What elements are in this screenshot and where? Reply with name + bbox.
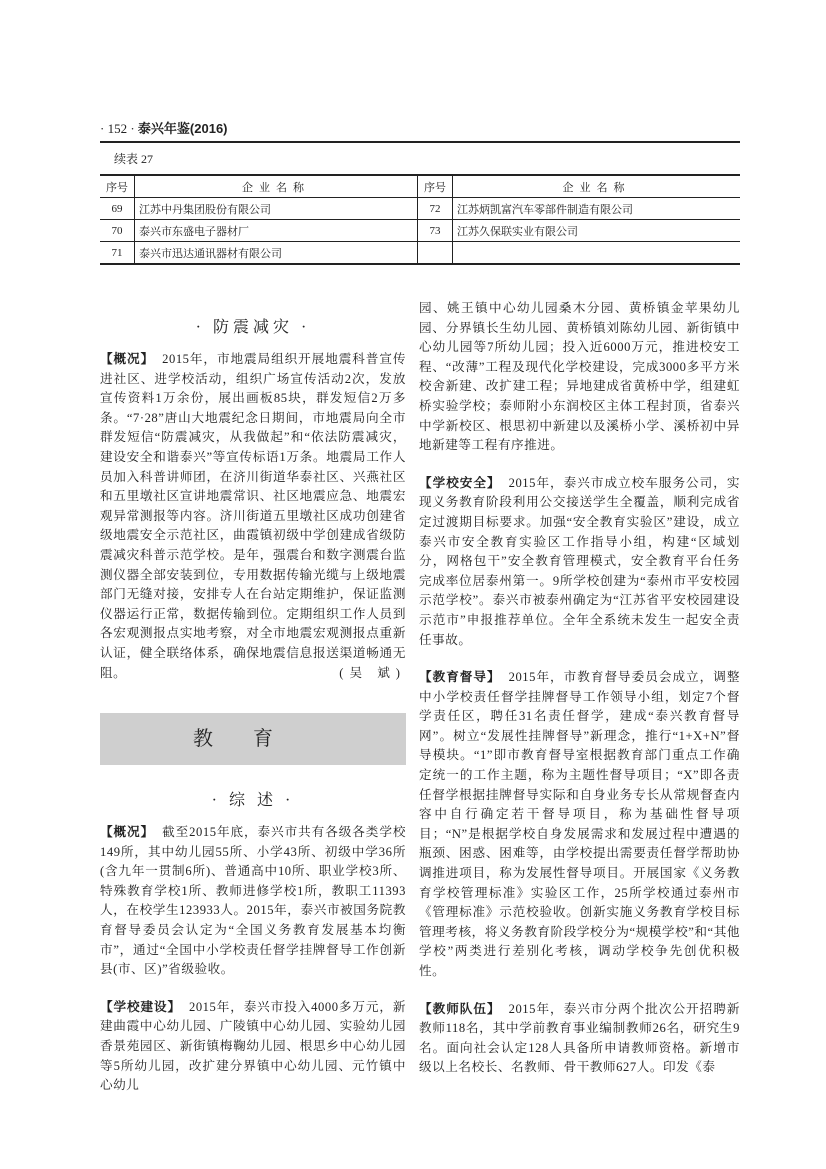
page-number: · 152 ·	[100, 121, 135, 136]
paragraph-text: 2015年，泰兴市分两个批次公开招聘新教师118名，其中学前教育事业编制教师26名，研究生9名。面向社会认定128人具备所申请教师资格。新增市级以上名校长、名教师、骨干教师627人。印发《泰	[419, 1001, 740, 1075]
cell-seq: 70	[100, 220, 135, 242]
paragraph-text: 2015年，市教育督导委员会成立，调整中小学校责任督学挂牌督导工作领导小组，划定7个督学责任区，聘任31名责任督学，建成“泰兴教育督导网”。树立“发展性挂牌督导”新理念，推行“1+X+N”督导模块。“1”即市教育督导室根据教育部门重点工作确定统一的工作主题，称为主题性督导项目；“X”即各责任督学根据挂牌督导实际和自身业务专长从常规督查内容中自行确定若干督导项目，称为基础性督导项目；“N”是根据学校自身发展需求和发展过程中遭遇的瓶颈、困惑、困难等，由学校提出需要责任督学帮助协调推进项目，称为发展性督导项目。开展国家《义务教育学校管理标准》实验区工作，25所学校通过泰州市《管理标准》示范校验收。创新实施义务教育学校目标管理考核，将义务教育阶段学校分为“规模学校”和“其他学校”两类进行差别化考核，调动学校争先创优积极性。	[419, 670, 740, 978]
paragraph	[419, 668, 740, 982]
table-header-row	[100, 175, 740, 198]
enterprise-table	[100, 174, 740, 265]
book-title: 泰兴年鉴(2016)	[137, 121, 228, 136]
paragraph	[100, 998, 406, 1096]
paragraph-label: 【概况】	[100, 825, 155, 840]
author: (吴 斌)	[339, 665, 406, 680]
cell-seq	[418, 242, 453, 265]
cell-name: 江苏中丹集团股份有限公司	[135, 198, 418, 220]
section-title: · 综 述 ·	[211, 792, 295, 810]
chapter-banner: 教育	[100, 713, 406, 765]
right-column	[419, 299, 740, 1096]
header-name: 企业名称	[562, 181, 631, 194]
paragraph	[419, 1000, 740, 1078]
cell-seq: 69	[100, 198, 135, 220]
paragraph-text: 2015年，市地震局组织开展地震科普宣传进社区、进学校活动，组织广场宣传活动2次，发放宣传资料1万余份，展出画板85块，群发短信2万多条。“7·28”唐山大地震纪念日期间，市地震局向全市群发短信“防震减灾，从我做起”和“依法防震减灾，建设安全和谐泰兴”等宣传标语1万条。地震局工作人员加入科普讲师团，在济川街道华泰社区、兴燕社区和五里墩社区宣讲地震常识、社区地震应急、地震宏观异常测报等内容。济川街道五里墩社区成功创建省级地震安全示范社区，曲霞镇初级中学创建成省级防震减灾科普示范学校。是年，强震台和数字测震台监测仪器全部安装到位，专用数据传输光缆与上级地震部门无缝对接，安排专人在台站定期维护，保证监测仪器运行正常，数据传输到位。定期组织工作人员到各宏观测报点实地考察，对全市地震宏观测报点重新认证，健全联络体系，确保地震信息报送渠道畅通无阻。	[100, 352, 406, 680]
paragraph-text: 2015年，泰兴市投入4000多万元，新建曲霞中心幼儿园、广陵镇中心幼儿园、实验幼儿园香景苑园区、新街镇梅鞠幼儿园、根思乡中心幼儿园等5所幼儿园，改扩建分界镇中心幼儿园、元竹镇中心幼儿	[100, 999, 407, 1093]
paragraph	[100, 823, 406, 980]
cell-name: 泰兴市东盛电子器材厂	[135, 220, 418, 242]
paragraph-text: 2015年，泰兴市成立校车服务公司，实现义务教育阶段利用公交接送学生全覆盖，顺利完成省定过渡期目标要求。加强“安全教育实验区”建设，成立泰兴市安全教育实验区工作指导小组，构建“区域划分，网格包干”安全教育管理模式，安全教育平台任务完成率位居泰州第一。9所学校创建为“泰州市平安校园示范学校”。泰兴市被泰州确定为“江苏省平安校园建设示范市”申报推荐单位。全年全系统未发生一起安全责任事故。	[419, 475, 740, 647]
paragraph	[100, 350, 406, 683]
paragraph-label: 【概况】	[100, 352, 155, 366]
header-seq: 序号	[100, 175, 135, 198]
paragraph-text: 截至2015年底，泰兴市共有各级各类学校149所，其中幼儿园55所、小学43所、初级中学36所(含九年一贯制6所)、普通高中10所、职业学校3所、特殊教育学校1所、教师进修学校1所，教职工11393人，在校学生123933人。2015年，泰兴市被国务院教育督导委员会认定为“全国义务教育发展基本均衡市”，通过“全国中小学校责任督学挂牌督导工作创新县(市、区)”省级验收。	[100, 825, 406, 977]
paragraph-label: 【教育督导】	[419, 670, 501, 685]
cell-seq: 72	[418, 198, 453, 220]
running-head	[100, 118, 228, 137]
cell-name	[453, 242, 741, 265]
paragraph	[419, 474, 740, 650]
table-caption: 续表 27	[114, 152, 154, 166]
table-row	[100, 198, 740, 220]
paragraph-label: 【教师队伍】	[419, 1001, 501, 1016]
cell-name: 江苏炳凯富汽车零部件制造有限公司	[457, 203, 633, 216]
paragraph-label: 【学校安全】	[419, 475, 501, 490]
header-rule	[100, 141, 740, 143]
paragraph-text: 园、姚王镇中心幼儿园桑木分园、黄桥镇金苹果幼儿园、分界镇长生幼儿园、黄桥镇刘陈幼儿园、新街镇中心幼儿园等7所幼儿园；投入近6000万元，推进校安工程、“改薄”工程及现代化学校建设，完成3000多平方米校舍新建、改扩建工程；异地建成省黄桥中学，组建虹桥实验学校；泰师附小东润校区主体工程封顶，省泰兴中学新校区、根思初中新建以及溪桥小学、溪桥初中异地新建等工程有序推进。	[419, 301, 740, 453]
cell-name: 江苏久保联实业有限公司	[457, 225, 578, 238]
header-name: 企业名称	[135, 175, 418, 198]
cell-seq: 71	[100, 242, 135, 265]
table-row	[100, 242, 740, 265]
section-title: · 防震减灾 ·	[195, 319, 311, 336]
paragraph-label: 【学校建设】	[100, 999, 181, 1014]
cell-seq: 73	[418, 220, 453, 242]
paragraph	[419, 299, 740, 456]
header-seq: 序号	[418, 175, 453, 198]
table-row	[100, 220, 740, 242]
cell-name: 泰兴市迅达通讯器材有限公司	[135, 242, 418, 265]
left-column	[100, 316, 406, 1114]
